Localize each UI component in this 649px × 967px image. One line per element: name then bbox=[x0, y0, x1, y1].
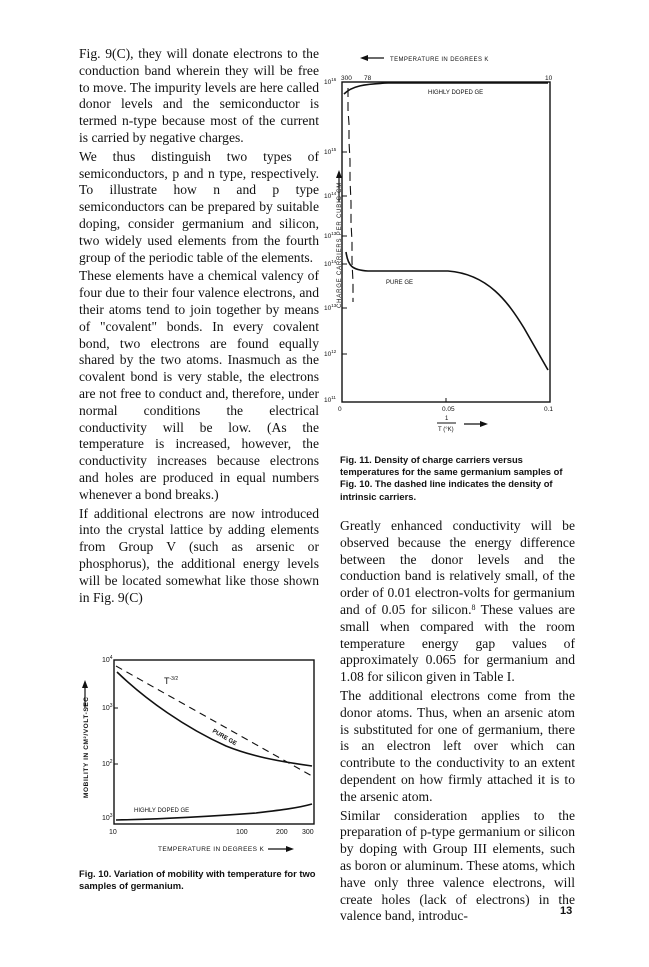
figure-10-x-tick-2: 100 bbox=[236, 829, 248, 836]
figure-11-top-tick-3: 10 bbox=[545, 75, 553, 82]
figure-10-y-tick-1: $10^4$ bbox=[102, 655, 113, 664]
right-paragraph-3: Similar consideration applies to the preparation of p-type germanium or silicon by doping with Group III elements, such as boron or aluminum. These atoms, which have only three valence electrons, will create holes (lack of electrons) in the valence band, introduc- bbox=[340, 807, 575, 924]
figure-11-y-tick-7: $10^{12}$ bbox=[324, 349, 337, 358]
figure-10-y-axis-title: MOBILITY IN CM²/VOLT-SEC bbox=[83, 696, 90, 798]
figure-11-pure-ge-label: PURE GE bbox=[386, 280, 414, 286]
figure-11-y-tick-6: $10^{13}$ bbox=[324, 303, 337, 312]
left-paragraph-2: We thus distinguish two types of semiconductors, p and n type, respectively. To illustrate how n and p type semiconductors can be prepared by suitable doping, consider germanium and silicon, two widely used elements from the fourth group of the periodic table of the elements. bbox=[79, 148, 319, 265]
figure-11-top-tick-2: 78 bbox=[364, 75, 372, 82]
figure-11-x-tick-3: 0.1 bbox=[544, 406, 554, 413]
figure-11-x-axis-num: 1 bbox=[445, 416, 449, 422]
figure-11 bbox=[324, 52, 578, 444]
figure-11-frame bbox=[342, 82, 550, 402]
figure-10-doped-ge-label: HIGHLY DOPED GE bbox=[134, 808, 190, 814]
figure-11-pure-ge-curve bbox=[346, 252, 548, 370]
figure-10-x-tick-1: 10 bbox=[109, 829, 117, 836]
figure-11-intrinsic-dashed-line bbox=[348, 88, 353, 302]
figure-10-x-tick-3: 200 bbox=[276, 829, 288, 836]
figure-11-y-tick-2: $10^{15}$ bbox=[324, 147, 337, 156]
right-paragraph-1-end: These values are small when compared with the room temperature energy gap values of approximately 0.065 for germanium and 1.08 for silicon given in Table I. bbox=[340, 601, 575, 685]
left-paragraph-3: These elements have a chemical valency of four due to their four valence electrons, and their atoms tend to join together by means of "covalent" bonds. In every covalent bond, two electrons are found equally shared by the two atoms. Inasmuch as the covalent bond is very stable, the electrons are not free to conduct and, therefore, under normal conditions the electrical conductivity will be low. (As the temperature is increased, however, the conductivity increases because electrons and holes are produced in equal numbers whenever a bond breaks.) bbox=[79, 268, 319, 502]
right-paragraph-2: The additional electrons come from the donor atoms. Thus, when an arsenic atom is substituted for one of germanium, there is an electron left over which can contribute to the conductivity to an extent dependent on how firmly attached it is to the arsenic atom. bbox=[340, 687, 575, 804]
figure-11-y-axis-title: CHARGE CARRIERS PER CUBIC CM bbox=[337, 181, 343, 308]
figure-11-y-tick-3: $10^{14}$ bbox=[324, 191, 337, 200]
figure-10-plot bbox=[76, 648, 326, 860]
figure-10-power-law-label: $T^{-3/2}$ bbox=[164, 676, 179, 686]
figure-10-power-law-line bbox=[116, 666, 312, 776]
figure-11-x-tick-2: 0.05 bbox=[442, 406, 455, 413]
figure-10-caption: Fig. 10. Variation of mobility with temperature for two samples of germanium. bbox=[79, 868, 316, 892]
figure-11-doped-ge-label: HIGHLY DOPED GE bbox=[428, 90, 484, 96]
figure-11-top-tick-1: 300 bbox=[341, 75, 352, 82]
right-paragraph-1-text: Greatly enhanced conductivity will be observed because the energy difference between the donor levels and the conduction band is relatively small, of the order of 0.01 electron-volts for germanium and of 0.05 for silicon. bbox=[340, 518, 575, 617]
figure-10-y-tick-4: $10^3$ bbox=[102, 813, 113, 822]
figure-11-y-tick-4: $10^{13}$ bbox=[324, 231, 337, 240]
figure-10-x-tick-4: 300 bbox=[302, 829, 314, 836]
figure-11-x-tick-1: 0 bbox=[338, 406, 342, 413]
figure-11-x-axis-title: T (°K) bbox=[438, 427, 454, 433]
figure-10-frame bbox=[114, 660, 314, 824]
left-column-text bbox=[79, 46, 319, 606]
figure-10-pure-ge-curve bbox=[117, 672, 312, 766]
figure-11-y-tick-5: $10^{14}$ bbox=[324, 259, 337, 268]
left-paragraph-4: If additional electrons are now introduced into the crystal lattice by adding elements from Group V (such as arsenic or phosphorus), the additional energy levels will be located somewhat like those shown in Fig. 9(C) bbox=[79, 505, 319, 605]
figure-10-y-tick-2: $10^3$ bbox=[102, 703, 113, 712]
page-number: 13 bbox=[560, 905, 573, 917]
figure-11-top-axis-title: TEMPERATURE IN DEGREES K bbox=[390, 57, 489, 63]
right-paragraph-1 bbox=[340, 518, 575, 686]
figure-10 bbox=[76, 648, 326, 860]
figure-11-y-tick-8: $10^{11}$ bbox=[324, 395, 336, 404]
right-column-text bbox=[340, 518, 575, 925]
figure-11-plot bbox=[324, 52, 578, 444]
figure-11-caption: Fig. 11. Density of charge carriers versus temperatures for the same germanium samples of Fig. 10. The dashed line indicates the density of intrinsic carriers. bbox=[340, 454, 563, 502]
figure-10-x-axis-title: TEMPERATURE IN DEGREES K bbox=[158, 846, 265, 853]
figure-10-pure-ge-label: PURE GE bbox=[211, 728, 238, 748]
figure-11-y-tick-1: $10^{16}$ bbox=[324, 77, 337, 86]
left-paragraph-1: Fig. 9(C), they will donate electrons to the conduction band wherein they will be free to move. The impurity levels are here called donor levels and the semiconductor is termed n-type because most of the current is carried by negative charges. bbox=[79, 46, 319, 145]
figure-10-y-tick-3: $10^2$ bbox=[102, 759, 113, 768]
footnote-reference: 8 bbox=[471, 602, 476, 612]
